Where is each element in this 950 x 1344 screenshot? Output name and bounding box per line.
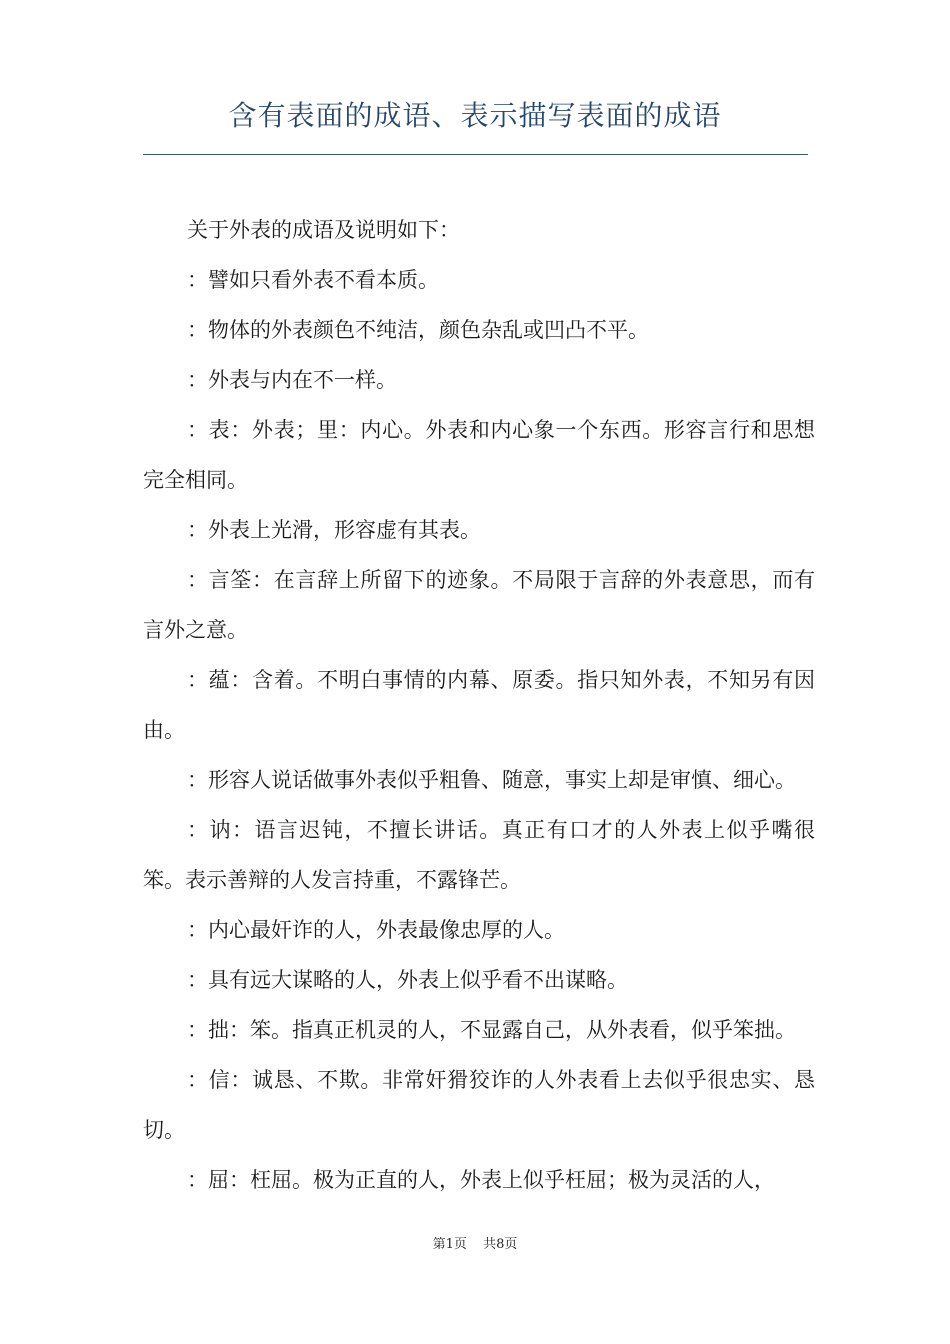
paragraph: ：譬如只看外表不看本质。	[187, 268, 439, 292]
document-title: 含有表面的成语、表示描写表面的成语	[228, 99, 722, 132]
total-pages: 共8页	[483, 1237, 518, 1252]
paragraph: ：信：诚恳、不欺。非常奸猾狡诈的人外表看上去似乎很忠实、恳切。	[143, 1068, 815, 1142]
paragraph: ：具有远大谋略的人，外表上似乎看不出谋略。	[187, 968, 628, 992]
paragraph: ：表：外表；里：内心。外表和内心象一个东西。形容言行和思想完全相同。	[143, 418, 815, 492]
title-divider	[143, 154, 808, 155]
paragraph: ：物体的外表颜色不纯洁，颜色杂乱或凹凸不平。	[187, 318, 649, 342]
page-footer	[0, 1233, 950, 1252]
document-body	[143, 205, 815, 1205]
paragraph: ：屈：枉屈。极为正直的人，外表上似乎枉屈；极为灵活的人，	[187, 1168, 775, 1192]
paragraph: 关于外表的成语及说明如下：	[187, 218, 460, 242]
page-number: 第1页	[432, 1237, 467, 1252]
paragraph: ：讷：语言迟钝，不擅长讲话。真正有口才的人外表上似乎嘴很笨。表示善辩的人发言持重，不露锋芒。	[143, 818, 815, 892]
paragraph: ：蕴：含着。不明白事情的内幕、原委。指只知外表，不知另有因由。	[143, 668, 815, 742]
paragraph: ：形容人说话做事外表似乎粗鲁、随意，事实上却是审慎、细心。	[187, 768, 796, 792]
paragraph: ：内心最奸诈的人，外表最像忠厚的人。	[187, 918, 565, 942]
paragraph: ：拙：笨。指真正机灵的人，不显露自己，从外表看，似乎笨拙。	[187, 1018, 796, 1042]
paragraph: ：言筌：在言辞上所留下的迹象。不局限于言辞的外表意思，而有言外之意。	[143, 568, 815, 642]
paragraph: ：外表上光滑，形容虚有其表。	[187, 518, 481, 542]
paragraph: ：外表与内在不一样。	[187, 368, 397, 392]
